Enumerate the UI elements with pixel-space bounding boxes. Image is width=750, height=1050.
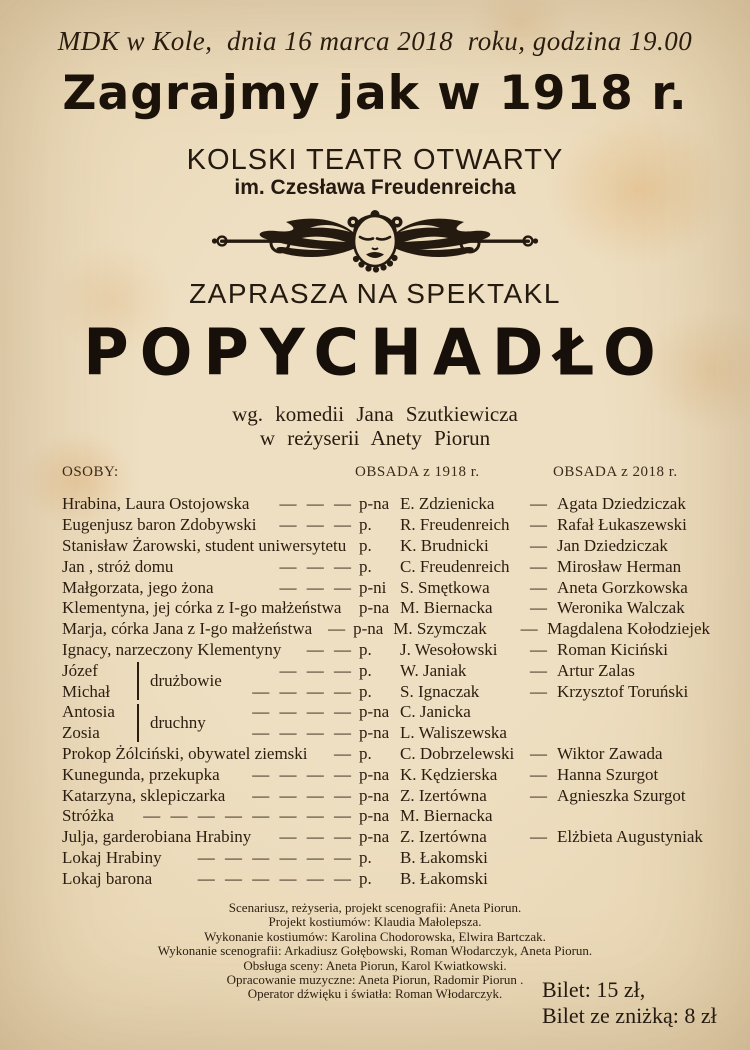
actor-2018: Magdalena Kołodziejek (547, 619, 710, 639)
actor-prefix: p-na (359, 494, 390, 514)
dash-leader: — — — — (252, 785, 351, 805)
role-label: Stróżka (62, 806, 114, 826)
play-author-line: wg. komedii Jana Szutkiewicza (232, 402, 518, 426)
cast-header-2018: OBSADA z 2018 r. (553, 464, 678, 480)
role-label: Antosia (62, 702, 115, 722)
actor-1918: C. Janicka (400, 702, 471, 722)
actor-prefix: p-na (359, 702, 390, 722)
actor-prefix: p-na (359, 785, 390, 805)
actor-1918: W. Janiak (400, 660, 467, 680)
dash-separator: — (530, 827, 547, 847)
actor-2018: Wiktor Zawada (557, 743, 663, 763)
actor-prefix: p-na (359, 806, 390, 826)
ticket-price-full: Bilet: 15 zł, (542, 977, 646, 1002)
dash-leader: — — — — (252, 723, 351, 743)
actor-2018: Rafał Łukaszewski (557, 515, 687, 535)
dash-leader: — — — (279, 577, 351, 597)
dash-separator: — (530, 660, 547, 680)
mask-face (348, 210, 403, 273)
theater-mask-ornament-icon (210, 208, 540, 276)
actor-prefix: p. (359, 681, 372, 701)
dash-leader: — — — — (252, 681, 351, 701)
actor-2018: Agnieszka Szurgot (557, 785, 686, 805)
cast-row (62, 536, 710, 557)
role-label: Lokaj barona (62, 868, 153, 888)
cast-row (62, 619, 710, 640)
group-bracket-line-druzbowie (137, 662, 139, 700)
dash-leader: — — — (279, 660, 351, 680)
dash-separator: — (530, 494, 547, 514)
actor-2018: Artur Zalas (557, 660, 635, 680)
actor-prefix: p. (359, 535, 372, 555)
role-label: Ignacy, narzeczony Klementyny (62, 639, 282, 659)
dash-separator: — (530, 785, 547, 805)
actor-1918: S. Smętkowa (400, 577, 490, 597)
credit-line: Operator dźwięku i światła: Roman Włodarczyk. (247, 986, 503, 1002)
cast-row (62, 494, 710, 515)
dash-leader: — — (306, 639, 351, 659)
role-label: Michał (62, 681, 111, 701)
credit-line: Wykonanie scenografii: Arkadiusz Gołębowski, Roman Włodarczyk, Aneta Piorun. (157, 943, 593, 959)
ticket-price-discount: Bilet ze zniżką: 8 zł (542, 1003, 717, 1028)
actor-2018: Jan Dziedziczak (557, 535, 668, 555)
dash-leader: — — — (279, 494, 351, 514)
actor-2018: Krzysztof Toruński (557, 681, 689, 701)
credit-line: Obsługa sceny: Aneta Piorun, Karol Kwiatkowski. (243, 957, 507, 973)
actor-1918: J. Wesołowski (400, 639, 498, 659)
role-label: Małgorzata, jego żona (62, 577, 214, 597)
actor-prefix: p. (359, 847, 372, 867)
dash-leader: — (328, 619, 346, 639)
dash-leader: — (334, 743, 351, 763)
actor-1918: S. Ignaczak (400, 681, 480, 701)
dash-leader: — — — — (252, 764, 351, 784)
headline: Zagrajmy jak w 1918 r. (62, 66, 688, 121)
cast-row (62, 764, 710, 785)
actor-prefix: p-na (353, 619, 384, 639)
actor-prefix: p. (359, 639, 372, 659)
dash-leader: — — — — — — (197, 868, 351, 888)
role-label: Zosia (62, 723, 100, 743)
dash-separator: — (530, 535, 547, 555)
credit-line: Opracowanie muzyczne: Aneta Piorun, Radomir Piorun . (226, 972, 524, 988)
role-label: Hrabina, Laura Ostojowska (62, 494, 250, 514)
role-label: Katarzyna, sklepiczarka (62, 785, 226, 805)
role-label: Eugenjusz baron Zdobywski (62, 515, 257, 535)
theater-patron: im. Czesława Freudenreicha (234, 176, 516, 199)
actor-2018: Elżbieta Augustyniak (557, 827, 703, 847)
ticket-prices (542, 977, 717, 1029)
actor-1918: K. Kędzierska (400, 764, 498, 784)
role-label: Kunegunda, przekupka (62, 764, 220, 784)
role-label: Klementyna, jej córka z I-go małżeństwa (62, 598, 342, 618)
cast-row (62, 868, 710, 889)
actor-1918: Z. Izertówna (400, 827, 487, 847)
actor-prefix: p-na (359, 598, 390, 618)
role-label: Stanisław Żarowski, student uniwersytetu (62, 535, 347, 555)
actor-1918: M. Biernacka (400, 806, 493, 826)
credit-line: Projekt kostiumów: Klaudia Małolepsza. (268, 914, 482, 930)
role-label: Julja, garderobiana Hrabiny (62, 827, 252, 847)
cast-row (62, 744, 710, 765)
cast-header-persons: OSOBY: (62, 464, 119, 480)
role-label: Prokop Żólciński, obywatel ziemski (62, 743, 308, 763)
actor-1918: C. Dobrzelewski (400, 743, 515, 763)
dash-leader: — — — (279, 515, 351, 535)
dash-leader: — — — (279, 827, 351, 847)
actor-2018: Hanna Szurgot (557, 764, 659, 784)
dash-leader: — — — — (252, 702, 351, 722)
dash-leader: — — — (279, 556, 351, 576)
role-label: Józef (62, 660, 98, 680)
dash-separator: — (530, 639, 547, 659)
actor-1918: B. Łakomski (400, 868, 488, 888)
group-bracket-line-druchny (137, 704, 139, 742)
actor-1918: C. Freudenreich (400, 556, 510, 576)
dash-separator: — (530, 764, 547, 784)
role-label: Jan , stróż domu (62, 556, 174, 576)
credit-line: Scenariusz, reżyseria, projekt scenografii: Aneta Piorun. (228, 900, 522, 915)
cast-row (62, 827, 710, 848)
cast-row (62, 806, 710, 827)
actor-prefix: p. (359, 660, 372, 680)
actor-prefix: p. (359, 868, 372, 888)
dash-leader: — — — — — — — — (143, 806, 351, 826)
invite-line: ZAPRASZA NA SPEKTAKL (189, 278, 561, 309)
role-label: Lokaj Hrabiny (62, 847, 162, 867)
group-label-druchny: druchny (150, 713, 206, 732)
theater-name: KOLSKI TEATR OTWARTY (186, 144, 564, 176)
dash-separator: — (520, 619, 538, 639)
cast-row (62, 848, 710, 869)
play-director-line: w reżyserii Anety Piorun (259, 426, 491, 450)
actor-2018: Aneta Gorzkowska (557, 577, 688, 597)
dash-leader: — — — — — — (197, 847, 351, 867)
cast-row (62, 785, 710, 806)
actor-prefix: p. (359, 743, 372, 763)
cast-rows (62, 494, 710, 889)
actor-prefix: p-na (359, 723, 390, 743)
play-title: POPYCHADŁO (83, 314, 667, 390)
actor-1918: Z. Izertówna (400, 785, 487, 805)
dash-separator: — (530, 577, 547, 597)
actor-1918: K. Brudnicki (400, 535, 489, 555)
actor-2018: Mirosław Herman (557, 556, 682, 576)
cast-row (62, 577, 710, 598)
role-label: Marja, córka Jana z I-go małżeństwa (62, 619, 313, 639)
actor-prefix: p-na (359, 764, 390, 784)
cast-header-1918: OBSADA z 1918 r. (355, 464, 480, 480)
actor-prefix: p. (359, 556, 372, 576)
actor-prefix: p-na (359, 827, 390, 847)
actor-prefix: p-ni (359, 577, 387, 597)
dash-separator: — (530, 681, 547, 701)
cast-row (62, 556, 710, 577)
dash-separator: — (530, 556, 547, 576)
actor-2018: Agata Dziedziczak (557, 494, 686, 514)
credit-line: Wykonanie kostiumów: Karolina Chodorowska, Elwira Bartczak. (204, 928, 546, 944)
dash-separator: — (530, 598, 547, 618)
group-label-druzbowie: drużbowie (150, 671, 222, 690)
actor-1918: R. Freudenreich (400, 515, 510, 535)
actor-1918: B. Łakomski (400, 847, 488, 867)
actor-1918: M. Biernacka (400, 598, 493, 618)
venue-date-line: MDK w Kole, dnia 16 marca 2018 roku, godzina 19.00 (57, 26, 693, 56)
actor-1918: E. Zdzienicka (400, 494, 495, 514)
actor-2018: Weronika Walczak (557, 598, 685, 618)
dash-separator: — (530, 743, 547, 763)
cast-row (62, 598, 710, 619)
cast-row (62, 640, 710, 661)
cast-row (62, 515, 710, 536)
actor-prefix: p. (359, 515, 372, 535)
actor-1918: L. Waliszewska (400, 723, 507, 743)
dash-separator: — (530, 515, 547, 535)
actor-2018: Roman Kiciński (557, 639, 668, 659)
actor-1918: M. Szymczak (393, 619, 487, 639)
